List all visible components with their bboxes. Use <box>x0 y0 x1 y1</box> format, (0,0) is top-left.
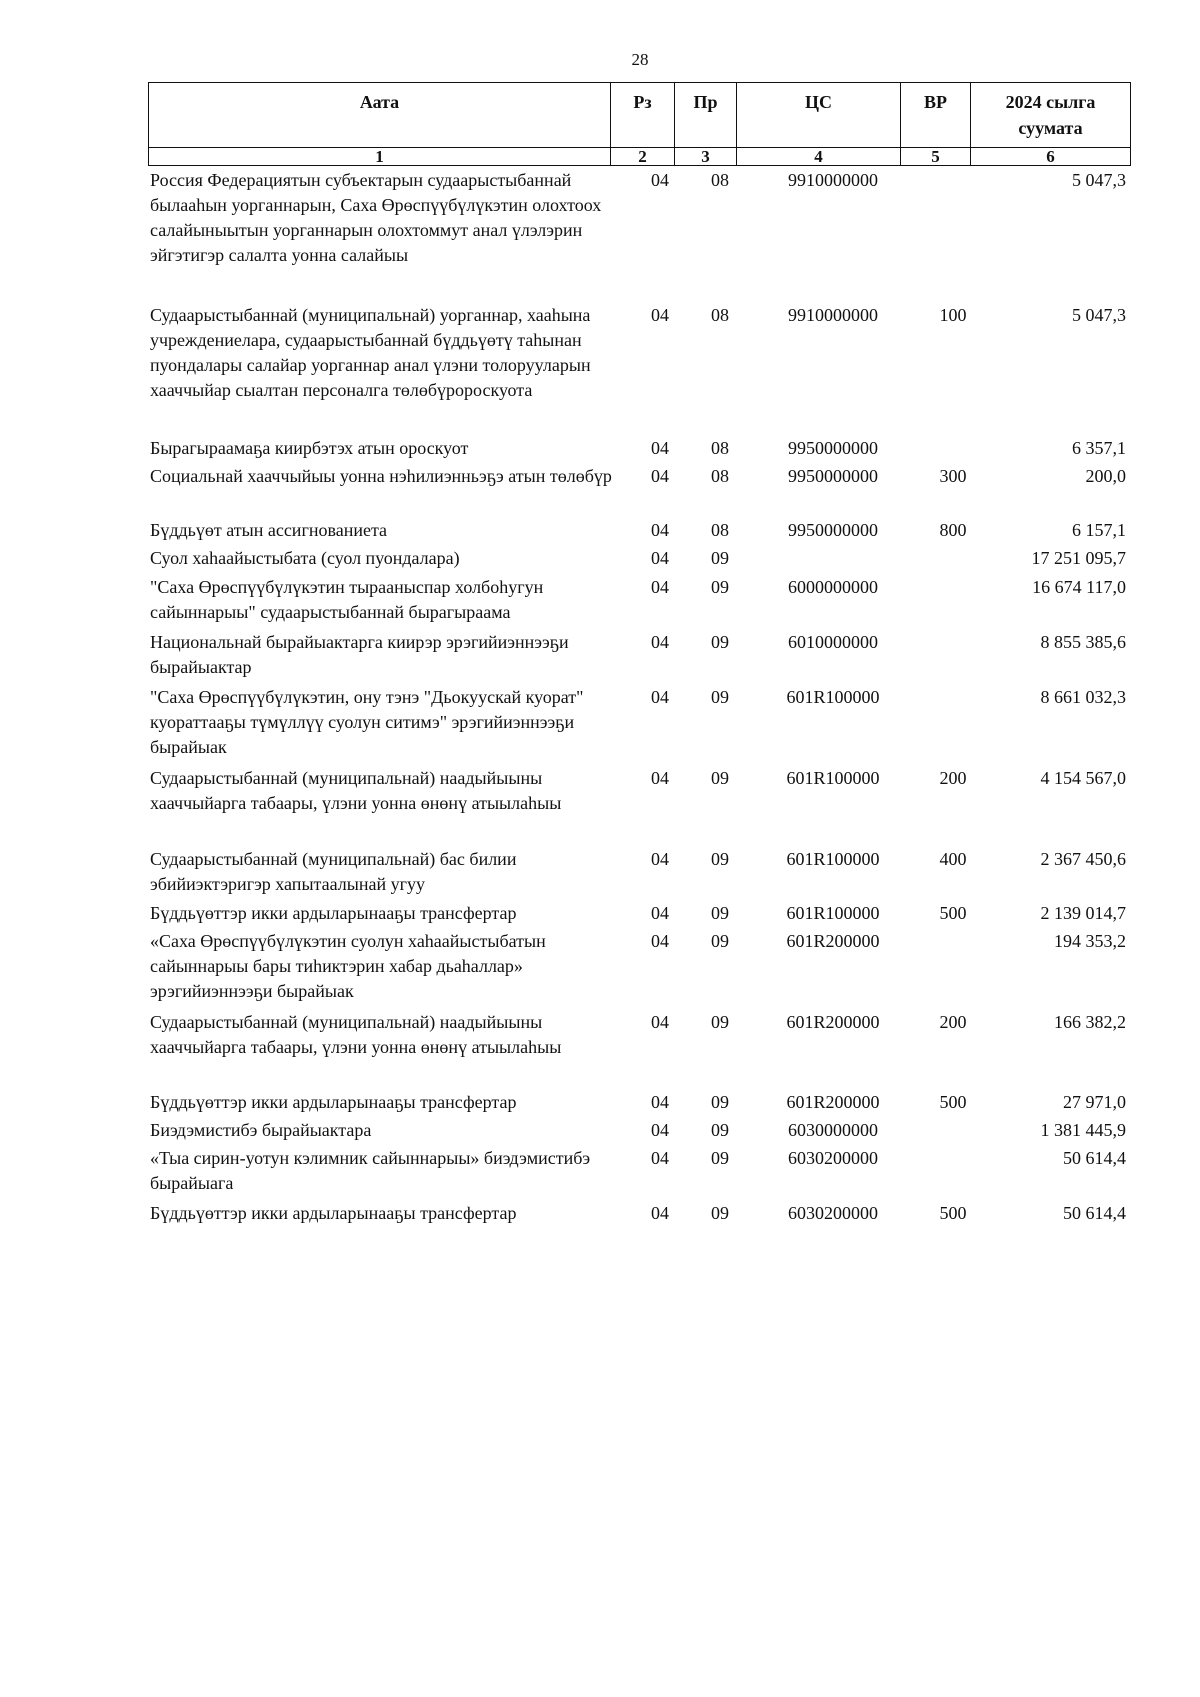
column-number: 3 <box>675 148 737 166</box>
cell-pr: 09 <box>711 577 729 597</box>
cell-pr: 09 <box>711 1203 729 1223</box>
cell-sum: 2 139 014,7 <box>1040 903 1126 923</box>
cell-cs: 9950000000 <box>788 438 878 458</box>
header-cs: ЦС <box>737 83 901 148</box>
cell-cs: 6030200000 <box>788 1203 878 1223</box>
cell-pr: 09 <box>711 632 729 652</box>
cell-cs: 601R200000 <box>786 1092 880 1112</box>
cell-rz: 04 <box>651 466 669 486</box>
cell-pr: 09 <box>711 548 729 568</box>
cell-name: Суол хаһаайыстыбата (суол пуондалара) <box>150 548 460 568</box>
cell-name: Судаарыстыбаннай (муниципальнай) уорганнар, хааһына учреждениелара, судаарыстыбаннай бүддьүөтү таһынан пуондалары салайар уорганнар анал үлэни толорууларын хааччыйар сыалтан персоналга төлөбүророскуота <box>150 305 591 400</box>
cell-name: Национальнай бырайыактарга киирэр эрэгийиэннээҕи бырайыактар <box>150 632 569 677</box>
cell-rz: 04 <box>651 632 669 652</box>
table-header <box>148 82 1131 166</box>
cell-name: Социальнай хааччыйыы уонна нэһилиэнньэҕэ атын төлөбүр <box>150 466 612 486</box>
cell-name: Бырагыраамаҕа киирбэтэх атын ороскуот <box>150 438 469 458</box>
cell-name: Бүддьүөт атын ассигнованиета <box>150 520 388 540</box>
cell-name: Россия Федерациятын субъектарын судаарыстыбаннай былааһын уорганнарын, Саха Өрөспүүбүлүкэтин олохтоох салайыныытын уорганнарын олохтоммут анал үлэлэрин эйгэтигэр салалта уонна салайыы <box>150 170 602 265</box>
header-rz: Рз <box>611 83 675 148</box>
cell-vr: 200 <box>939 768 967 788</box>
cell-name: Бүддьүөттэр икки ардыларынааҕы трансфертар <box>150 1203 517 1223</box>
cell-cs: 9910000000 <box>788 170 878 190</box>
header-vr: ВР <box>901 83 971 148</box>
header-sum: 2024 сылга суумата <box>971 83 1131 148</box>
cell-pr: 09 <box>711 849 729 869</box>
cell-rz: 04 <box>651 1120 669 1140</box>
cell-vr: 300 <box>939 466 967 486</box>
cell-cs: 9910000000 <box>788 305 878 325</box>
cell-vr: 500 <box>939 1203 967 1223</box>
cell-sum: 6 157,1 <box>1072 520 1126 540</box>
cell-name: Судаарыстыбаннай (муниципальнай) наадыйыыны хааччыйарга табаары, үлэни уонна өнөнү атыылаһыы <box>150 1012 562 1057</box>
cell-rz: 04 <box>651 687 669 707</box>
cell-rz: 04 <box>651 1012 669 1032</box>
column-number: 1 <box>149 148 611 166</box>
cell-rz: 04 <box>651 548 669 568</box>
cell-vr: 200 <box>939 1012 967 1032</box>
cell-name: Биэдэмистибэ бырайыактара <box>150 1120 372 1140</box>
column-number: 2 <box>611 148 675 166</box>
cell-vr: 500 <box>939 903 967 923</box>
cell-rz: 04 <box>651 1148 669 1168</box>
cell-vr: 800 <box>939 520 967 540</box>
cell-cs: 601R100000 <box>786 687 880 707</box>
cell-sum: 16 674 117,0 <box>1032 577 1126 597</box>
cell-rz: 04 <box>651 520 669 540</box>
column-number: 5 <box>901 148 971 166</box>
cell-sum: 6 357,1 <box>1072 438 1126 458</box>
cell-pr: 08 <box>711 305 729 325</box>
cell-pr: 09 <box>711 1092 729 1112</box>
cell-pr: 09 <box>711 768 729 788</box>
cell-name: "Саха Өрөспүүбүлүкэтин, ону тэнэ "Дьокуускай куорат" куораттааҕы түмүллүү суолун ситимэ" эрэгийиэннээҕи бырайыак <box>150 687 584 757</box>
column-number: 4 <box>737 148 901 166</box>
cell-rz: 04 <box>651 305 669 325</box>
cell-name: Судаарыстыбаннай (муниципальнай) наадыйыыны хааччыйарга табаары, үлэни уонна өнөнү атыылаһыы <box>150 768 562 813</box>
column-number: 6 <box>971 148 1131 166</box>
cell-name: "Саха Өрөспүүбүлүкэтин тырааныспар холбоһугун сайыннарыы" судаарыстыбаннай бырагыраама <box>150 577 544 622</box>
cell-name: «Саха Өрөспүүбүлүкэтин суолун хаһаайыстыбатын сайыннарыы бары тиһиктэрин хабар дьаһаллар» эрэгийиэннээҕи бырайыак <box>150 931 546 1001</box>
cell-vr: 400 <box>939 849 967 869</box>
cell-sum: 17 251 095,7 <box>1031 548 1126 568</box>
cell-rz: 04 <box>651 1203 669 1223</box>
cell-pr: 09 <box>711 1148 729 1168</box>
cell-cs: 9950000000 <box>788 466 878 486</box>
cell-sum: 8 855 385,6 <box>1040 632 1126 652</box>
cell-cs: 601R200000 <box>786 1012 880 1032</box>
cell-cs: 9950000000 <box>788 520 878 540</box>
cell-sum: 5 047,3 <box>1072 170 1126 190</box>
cell-sum: 2 367 450,6 <box>1040 849 1126 869</box>
cell-pr: 09 <box>711 1120 729 1140</box>
cell-sum: 50 614,4 <box>1063 1203 1126 1223</box>
cell-cs: 6010000000 <box>788 632 878 652</box>
cell-cs: 6000000000 <box>788 577 878 597</box>
cell-rz: 04 <box>651 1092 669 1112</box>
cell-rz: 04 <box>651 903 669 923</box>
cell-pr: 09 <box>711 903 729 923</box>
cell-rz: 04 <box>651 170 669 190</box>
cell-vr: 100 <box>939 305 967 325</box>
cell-sum: 50 614,4 <box>1063 1148 1126 1168</box>
cell-sum: 8 661 032,3 <box>1040 687 1126 707</box>
cell-name: Бүддьүөттэр икки ардыларынааҕы трансфертар <box>150 903 517 923</box>
cell-sum: 166 382,2 <box>1054 1012 1126 1032</box>
cell-cs: 601R100000 <box>786 903 880 923</box>
cell-cs: 601R100000 <box>786 849 880 869</box>
cell-pr: 08 <box>711 438 729 458</box>
cell-rz: 04 <box>651 768 669 788</box>
cell-pr: 08 <box>711 466 729 486</box>
cell-name: Бүддьүөттэр икки ардыларынааҕы трансфертар <box>150 1092 517 1112</box>
cell-sum: 4 154 567,0 <box>1040 768 1126 788</box>
cell-sum: 200,0 <box>1085 466 1126 486</box>
cell-cs: 601R200000 <box>786 931 880 951</box>
cell-rz: 04 <box>651 849 669 869</box>
cell-pr: 09 <box>711 1012 729 1032</box>
cell-name: Судаарыстыбаннай (муниципальнай) бас билии эбийиэктэригэр хапытаалынай угуу <box>150 849 517 894</box>
cell-rz: 04 <box>651 438 669 458</box>
header-pr: Пр <box>675 83 737 148</box>
cell-sum: 1 381 445,9 <box>1040 1120 1126 1140</box>
cell-name: «Тыа сирин-уотун кэлимник сайыннарыы» биэдэмистибэ бырайыага <box>150 1148 591 1193</box>
cell-sum: 5 047,3 <box>1072 305 1126 325</box>
page-number: 28 <box>631 50 649 69</box>
cell-pr: 09 <box>711 931 729 951</box>
cell-sum: 194 353,2 <box>1054 931 1126 951</box>
cell-rz: 04 <box>651 931 669 951</box>
cell-cs: 6030000000 <box>788 1120 878 1140</box>
header-name: Аата <box>149 83 611 148</box>
cell-sum: 27 971,0 <box>1063 1092 1126 1112</box>
cell-cs: 6030200000 <box>788 1148 878 1168</box>
cell-pr: 08 <box>711 170 729 190</box>
cell-cs: 601R100000 <box>786 768 880 788</box>
cell-pr: 09 <box>711 687 729 707</box>
cell-rz: 04 <box>651 577 669 597</box>
cell-vr: 500 <box>939 1092 967 1112</box>
cell-pr: 08 <box>711 520 729 540</box>
